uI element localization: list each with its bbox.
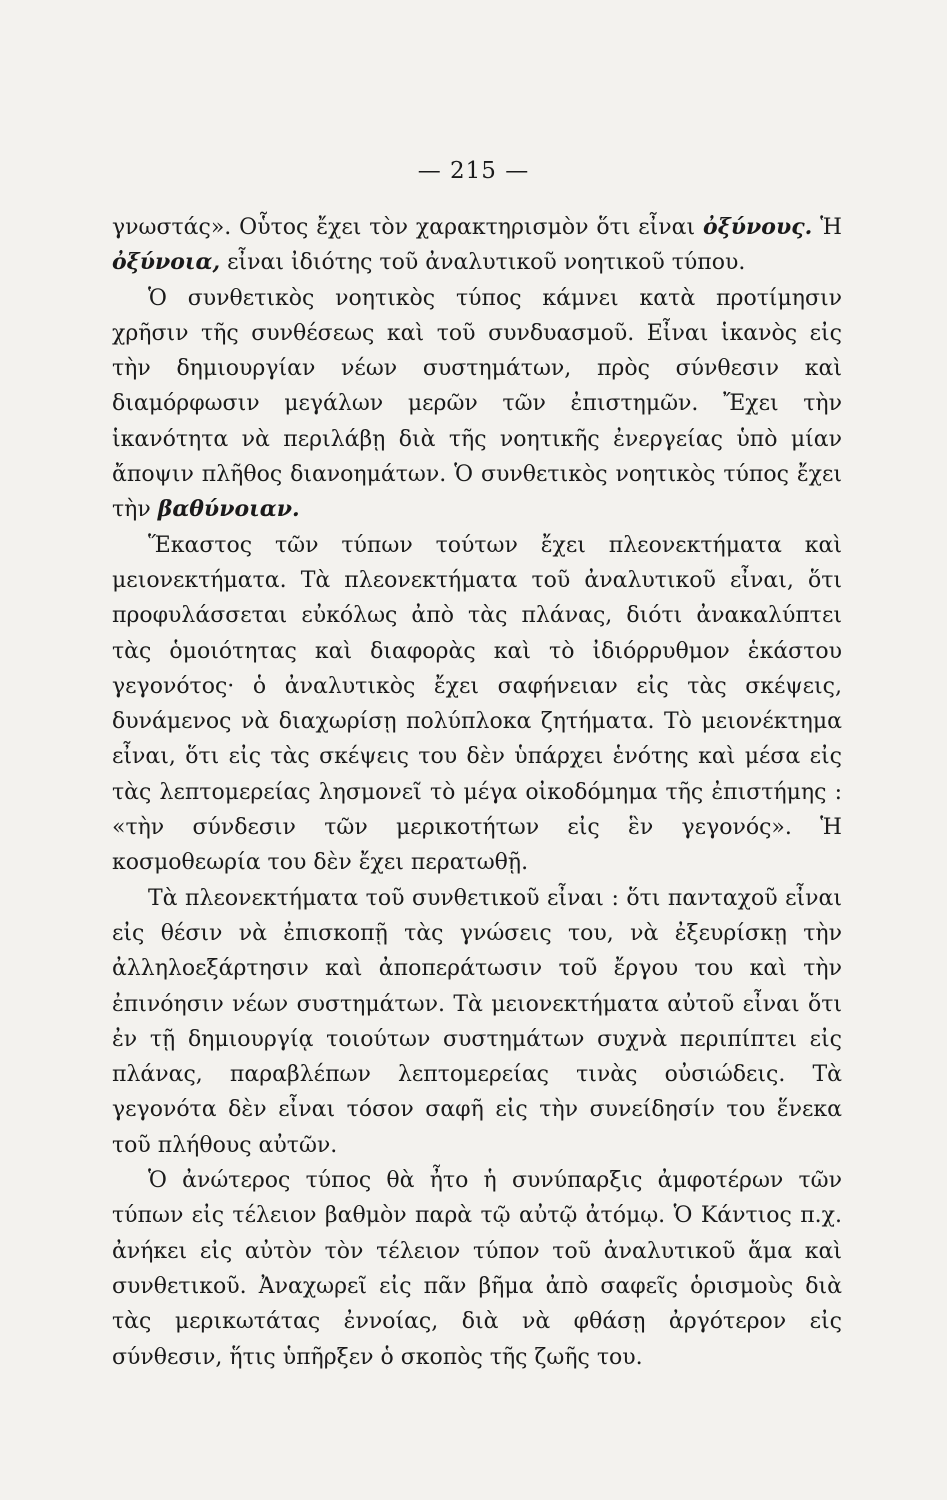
paragraph	[112, 210, 842, 281]
emphasis-term: βαθύνοιαν.	[157, 496, 300, 523]
text-run: Τὰ πλεονεκτήματα τοῦ συνθετικοῦ εἶναι : ὅτι πανταχοῦ εἶναι εἰς θέσιν νὰ ἐπισκοπῇ τὰς γνώσεις του, νὰ ἐξευρίσκῃ τὴν ἀλληλοεξάρτησιν καὶ ἀποπεράτωσιν τοῦ ἔργου του καὶ τὴν ἐπινόησιν νέων συστημάτων. Τὰ μειονεκτήματα αὐτοῦ εἶναι ὅτι ἐν τῇ δημιουργίᾳ τοιούτων συστημάτων συχνὰ περιπίπτει εἰς πλάνας, παραβλέπων λεπτομερείας τινὰς οὐσιώδεις. Τὰ γεγονότα δὲν εἶναι τόσον σαφῆ εἰς τὴν συνείδησίν του ἕνεκα τοῦ πλήθους αὐτῶν.	[112, 885, 842, 1158]
paragraph	[112, 1163, 842, 1375]
text-run: γνωστάς». Οὗτος ἔχει τὸν χαρακτηρισμὸν ὅτι εἶναι	[112, 215, 704, 240]
emphasis-term: ὀξύνους.	[703, 214, 813, 240]
paragraph	[112, 281, 842, 528]
text-run: Ὁ συνθετικὸς νοητικὸς τύπος κάμνει κατὰ προτίμησιν χρῆσιν τῆς συνθέσεως καὶ τοῦ συνδυασμοῦ. Εἶναι ἱκανὸς εἰς τὴν δημιουργίαν νέων συστημάτων, πρὸς σύνθεσιν καὶ διαμόρφωσιν μεγάλων μερῶν τῶν ἐπιστημῶν. Ἔχει τὴν ἱκανότητα νὰ περιλάβῃ διὰ τῆς νοητικῆς ἐνεργείας ὑπὸ μίαν ἄποψιν πλῆθος διανοημάτων. Ὁ συνθετικὸς νοητικὸς τύπος ἔχει τὴν	[112, 285, 842, 523]
text-run: Ὁ ἀνώτερος τύπος θὰ ἦτο ἡ συνύπαρξις ἀμφοτέρων τῶν τύπων εἰς τέλειον βαθμὸν παρὰ τῷ αὐτῷ ἀτόμῳ. Ὁ Κάντιος π.χ. ἀνήκει εἰς αὐτὸν τὸν τέλειον τύπον τοῦ ἀναλυτικοῦ ἅμα καὶ συνθετικοῦ. Ἀναχωρεῖ εἰς πᾶν βῆμα ἀπὸ σαφεῖς ὁρισμοὺς διὰ τὰς μερικωτάτας ἐννοίας, διὰ νὰ φθάσῃ ἀργότερον εἰς σύνθεσιν, ἥτις ὑπῆρξεν ὁ σκοπὸς τῆς ζωῆς του.	[112, 1168, 842, 1370]
body-text	[112, 210, 842, 1375]
text-run: Ἡ	[812, 215, 842, 240]
paragraph	[112, 528, 842, 881]
text-run: Ἕκαστος τῶν τύπων τούτων ἔχει πλεονεκτήματα καὶ μειονεκτήματα. Τὰ πλεονεκτήματα τοῦ ἀναλυτικοῦ εἶναι, ὅτι προφυλάσσεται εὐκόλως ἀπὸ τὰς πλάνας, διότι ἀνακαλύπτει τὰς ὁμοιότητας καὶ διαφορὰς καὶ τὸ ἰδιόρρυθμον ἑκάστου γεγονότος· ὁ ἀναλυτικὸς ἔχει σαφήνειαν εἰς τὰς σκέψεις, δυνάμενος νὰ διαχωρίσῃ πολύπλοκα ζητήματα. Τὸ μειονέκτημα εἶναι, ὅτι εἰς τὰς σκέψεις του δὲν ὑπάρχει ἑνότης καὶ μέσα εἰς τὰς λεπτομερείας λησμονεῖ τὸ μέγα οἰκοδόμημα τῆς ἐπιστήμης : «τὴν σύνδεσιν τῶν μερικοτήτων εἰς ἓν γεγονός». Ἡ κοσμοθεωρία του δὲν ἔχει περατωθῇ.	[112, 532, 842, 876]
page-number: — 215 —	[417, 158, 530, 184]
emphasis-term: ὀξύνοια,	[112, 249, 221, 276]
paragraph	[112, 881, 842, 1163]
text-run: εἶναι ἰδιότης τοῦ ἀναλυτικοῦ νοητικοῦ τύπου.	[220, 250, 746, 276]
